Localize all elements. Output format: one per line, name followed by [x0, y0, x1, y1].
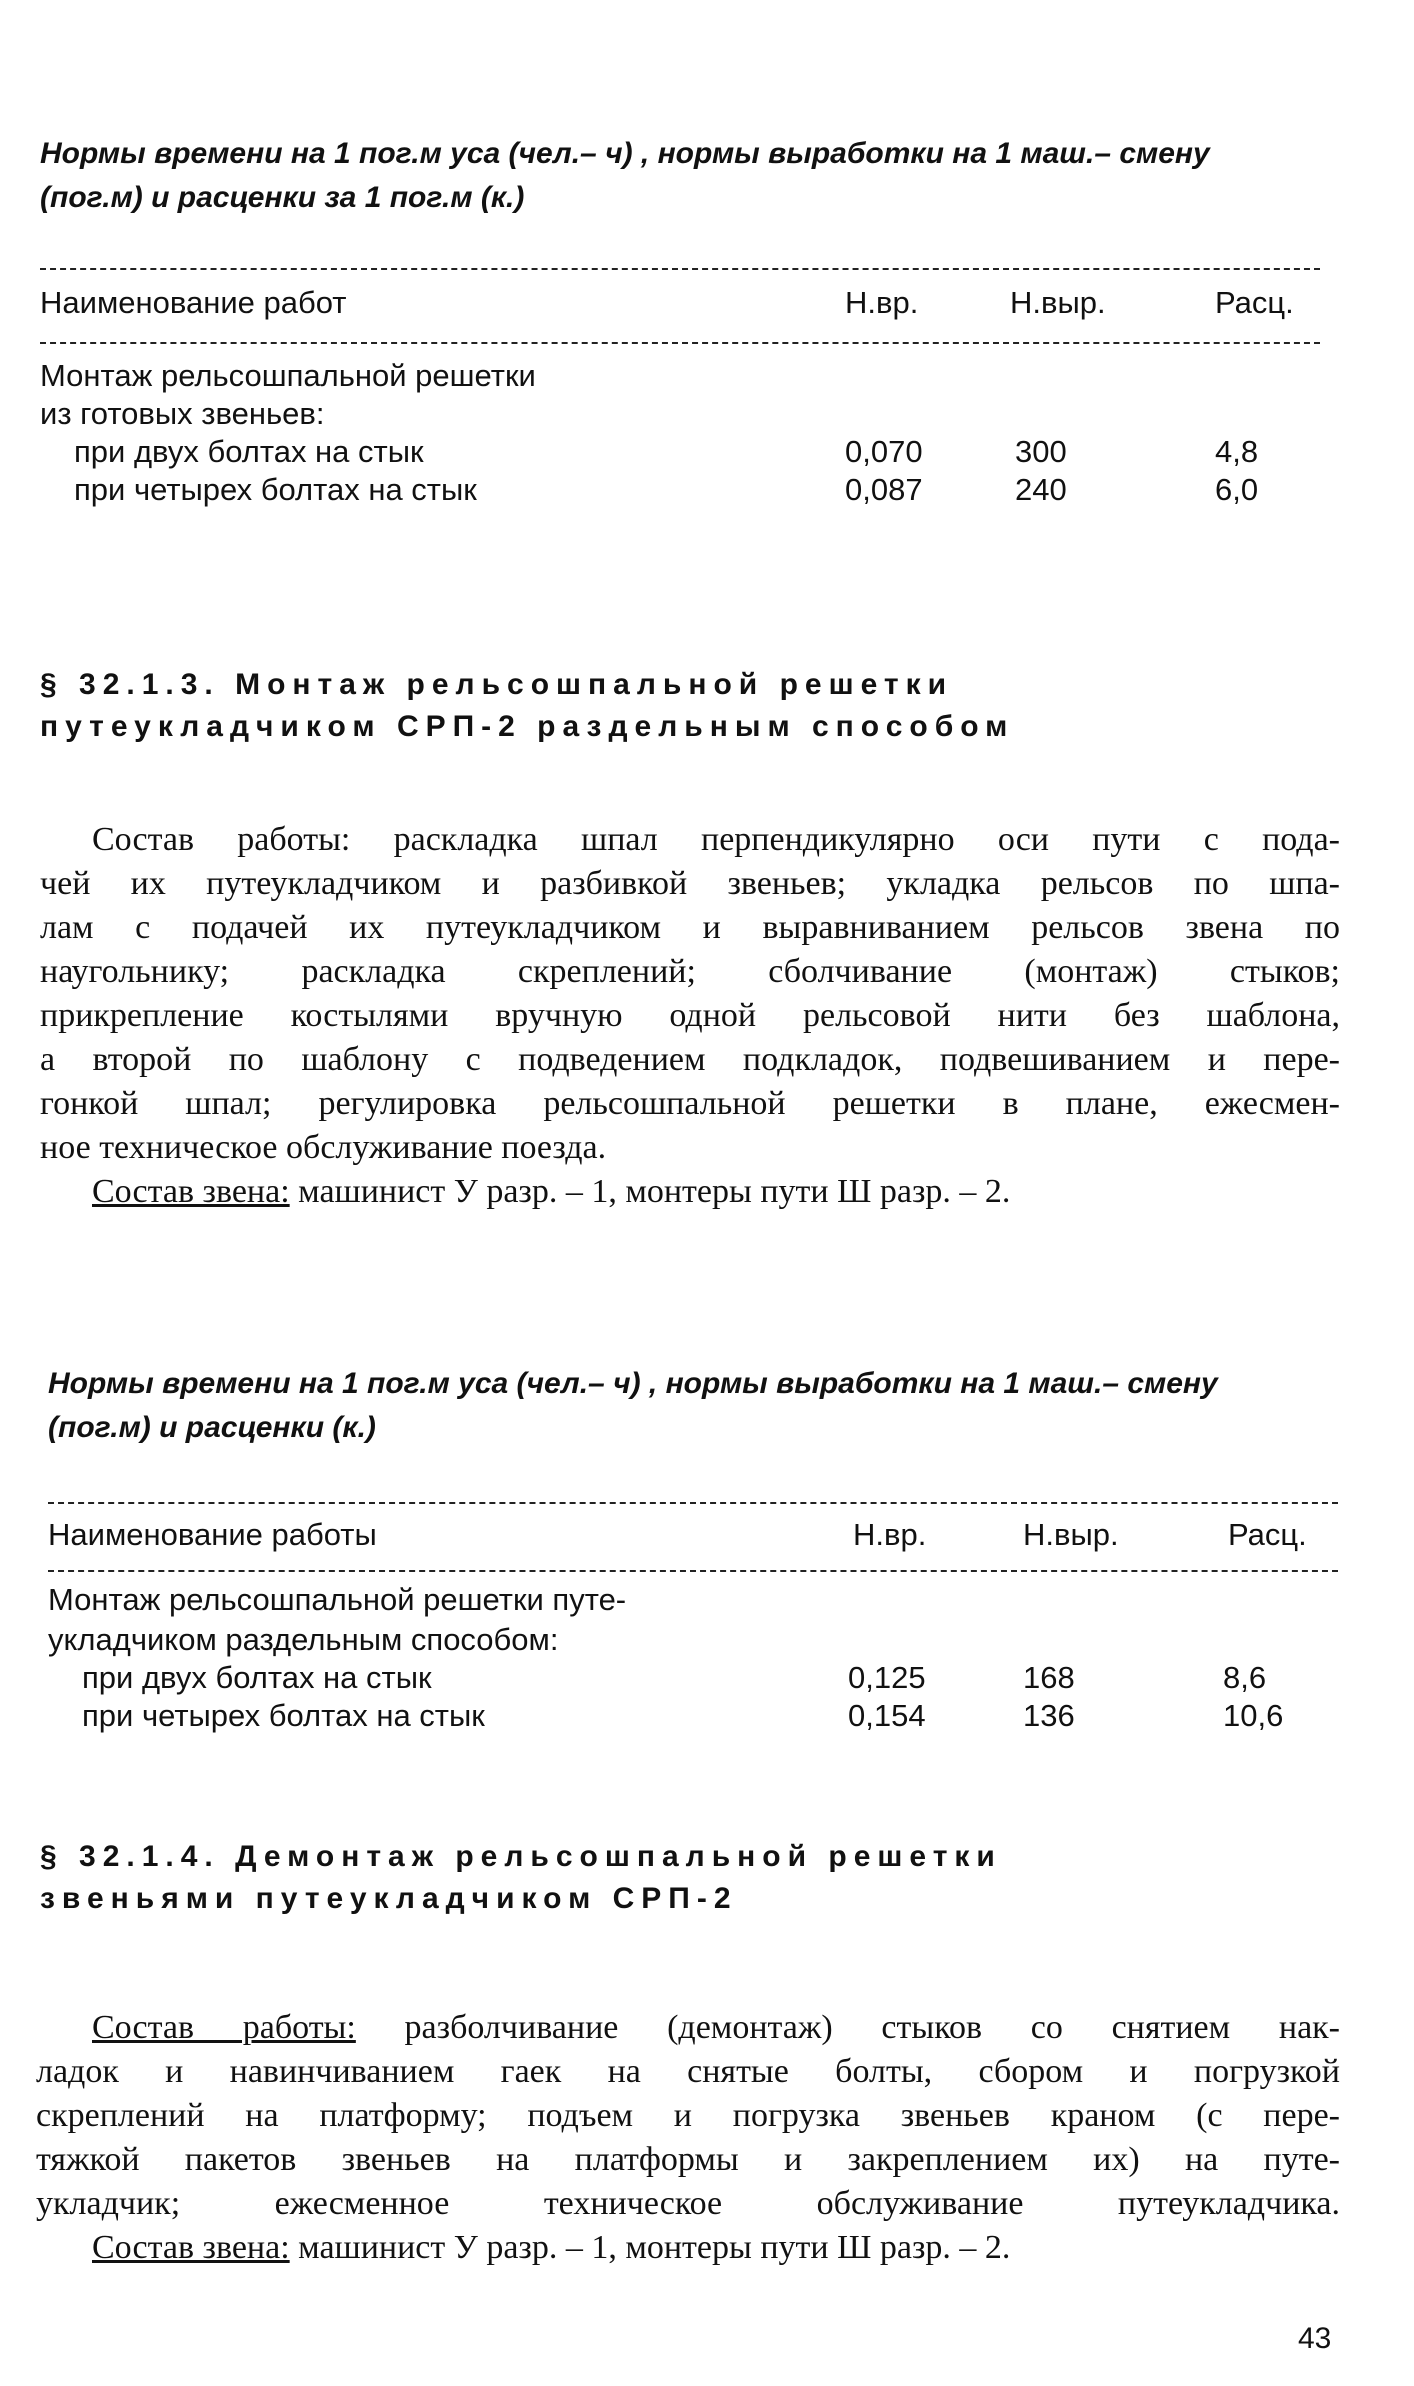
table2-group-line2: укладчиком раздельным способом: [48, 1622, 559, 1657]
table2-header-row [48, 1517, 1348, 1557]
table2 [48, 1517, 1348, 1567]
table1-header-rasc: Расц. [1215, 285, 1294, 320]
section2-crew-label: Состав звена: [92, 2229, 290, 2266]
table2-caption [48, 1362, 1348, 1450]
table2-body [48, 1582, 1348, 1752]
row-name: при двух болтах на стык [74, 434, 424, 469]
row-name: при четырех болтах на стык [82, 1698, 485, 1733]
paragraph-line: прикрепление костылями вручную одной рельсовой нити без шаблона, [40, 997, 1340, 1034]
table2-header-rule [48, 1570, 1338, 1572]
table2-group-row-2 [48, 1622, 1348, 1662]
table2-top-rule [48, 1502, 1338, 1504]
paragraph-line: ладок и навинчиванием гаек на снятые болты, сбором и погрузкой [36, 2053, 1340, 2090]
table-row [40, 434, 1330, 474]
table-row [40, 472, 1330, 512]
row-rasc: 4,8 [1215, 434, 1259, 469]
paragraph-line [36, 2006, 1340, 2050]
paragraph-line: скреплений на платформу; подъем и погрузка звеньев краном (с пере- [36, 2097, 1340, 2134]
section2-crew [36, 2226, 1340, 2270]
table1-top-rule [40, 268, 1320, 270]
paragraph-line: гонкой шпал; регулировка рельсошпальной решетки в плане, ежесмен- [40, 1085, 1340, 1122]
paragraph-line-text: разболчивание (демонтаж) стыков со снятием нак- [355, 2009, 1340, 2046]
paragraph-line: Состав работы: раскладка шпал перпендикулярно оси пути с пода- [92, 821, 1340, 858]
row-nvr: 0,087 [845, 472, 923, 507]
table2-header-name: Наименование работы [48, 1517, 377, 1552]
table1-header-nvyr: Н.выр. [1010, 285, 1106, 320]
section1-title [40, 664, 1360, 748]
row-name: при четырех болтах на стык [74, 472, 477, 507]
paragraph-line: чей их путеукладчиком и разбивкой звеньев; укладка рельсов по шпа- [40, 865, 1340, 902]
table1-header-row [40, 285, 1330, 325]
table1-group-row-2 [40, 396, 1330, 436]
row-nvr: 0,154 [848, 1698, 926, 1733]
section1-crew [40, 1170, 1340, 1214]
row-nvr: 0,070 [845, 434, 923, 469]
paragraph-line: лам с подачей их путеукладчиком и выравниванием рельсов звена по [40, 909, 1340, 946]
section1-crew-text: машинист У разр. – 1, монтеры пути Ш разр. – 2. [289, 1173, 1011, 1210]
section1-title-line2: путеукладчиком СРП-2 раздельным способом [40, 710, 1015, 743]
row-nvyr: 168 [1023, 1660, 1075, 1695]
table1-header-nvr: Н.вр. [845, 285, 919, 320]
row-nvyr: 300 [1015, 434, 1067, 469]
row-rasc: 6,0 [1215, 472, 1259, 507]
row-name: при двух болтах на стык [82, 1660, 432, 1695]
section2-work-description [36, 2006, 1340, 2270]
section2-title [40, 1836, 1360, 1920]
table2-caption-line1: Нормы времени на 1 пог.м уса (чел.– ч) , нормы выработки на 1 маш.– смену [48, 1367, 1218, 1400]
paragraph-line: ное техническое обслуживание поезда. [40, 1129, 607, 1166]
section2-crew-text: машинист У разр. – 1, монтеры пути Ш разр. – 2. [289, 2229, 1011, 2266]
table2-header-nvyr: Н.выр. [1023, 1517, 1119, 1552]
row-rasc: 10,6 [1223, 1698, 1284, 1733]
paragraph-line: тяжкой пакетов звеньев на платформы и закреплением их) на путе- [36, 2141, 1340, 2178]
row-rasc: 8,6 [1223, 1660, 1267, 1695]
table1-caption-line1: Нормы времени на 1 пог.м уса (чел.– ч) , нормы выработки на 1 маш.– смену [40, 137, 1210, 170]
table2-group-row [48, 1582, 1348, 1622]
page-number: 43 [1298, 2322, 1332, 2355]
table1-group-line1: Монтаж рельсошпальной решетки [40, 358, 536, 393]
section2-title-line2: звеньями путеукладчиком СРП-2 [40, 1882, 738, 1915]
row-nvr: 0,125 [848, 1660, 926, 1695]
section1-work-description [40, 818, 1340, 1214]
row-nvyr: 240 [1015, 472, 1067, 507]
paragraph-line: наугольнику; раскладка скреплений; сболчивание (монтаж) стыков; [40, 953, 1340, 990]
section2-work-label: Состав работы: [92, 2009, 356, 2046]
table2-header-rasc: Расц. [1228, 1517, 1307, 1552]
table1-group-row [40, 358, 1330, 398]
row-nvyr: 136 [1023, 1698, 1075, 1733]
section1-title-line1: § 32.1.3. Монтаж рельсошпальной решетки [40, 668, 954, 701]
table1-header-name: Наименование работ [40, 285, 347, 320]
table-row [48, 1698, 1348, 1738]
table1-caption-line2: (пог.м) и расценки за 1 пог.м (к.) [40, 181, 525, 214]
table2-header-nvr: Н.вр. [853, 1517, 927, 1552]
table1-caption [40, 132, 1340, 220]
table2-caption-line2: (пог.м) и расценки (к.) [48, 1411, 376, 1444]
table1-header-rule [40, 342, 1320, 344]
table2-group-line1: Монтаж рельсошпальной решетки путе- [48, 1582, 627, 1617]
section2-title-line1: § 32.1.4. Демонтаж рельсошпальной решетки [40, 1840, 1002, 1873]
section1-crew-label: Состав звена: [92, 1173, 290, 1210]
paragraph-line: укладчик; ежесменное техническое обслуживание путеукладчика. [36, 2185, 1340, 2222]
paragraph-line: а второй по шаблону с подведением подкладок, подвешиванием и пере- [40, 1041, 1340, 1078]
table1-group-line2: из готовых звеньев: [40, 396, 325, 431]
table1-body [40, 358, 1330, 528]
table-row [48, 1660, 1348, 1700]
